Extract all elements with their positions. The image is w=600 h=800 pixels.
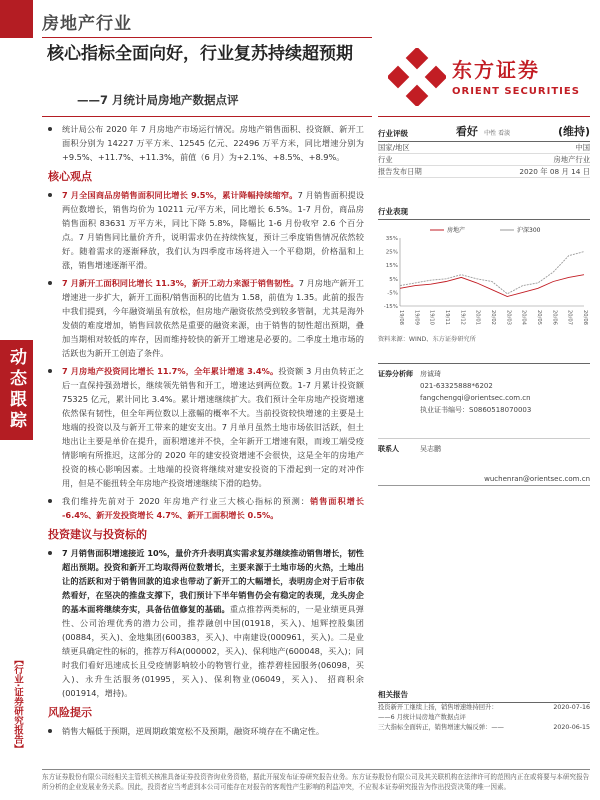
y-tick-label: -5%: [387, 290, 398, 297]
info-row: 行业 房地产行业: [378, 155, 590, 164]
x-tick-label: 20/08: [582, 310, 588, 325]
orient-logo-icon: [388, 48, 446, 106]
related-reports: [378, 689, 590, 733]
report-category-label: 【行业·证券研究报告】: [12, 655, 23, 754]
risk-point: 销售大幅低于预期，逆周期政策宽松不及预期，融资环境存在不确定性。: [42, 724, 364, 738]
bullet-icon: [48, 193, 52, 197]
related-report-item[interactable]: 三大指标全面转正，销售增速大幅反弹：—— 2020-06-15: [378, 724, 590, 731]
related-title: 相关报告: [378, 689, 590, 703]
info-row: 报告发布日期 2020 年 08 月 14 日: [378, 167, 590, 176]
bullet-icon: [48, 281, 52, 285]
rating-label: 行业评级: [378, 129, 408, 138]
y-tick-label: -15%: [383, 304, 398, 310]
sidebar-top-accent: [0, 0, 33, 38]
bullet-icon: [48, 729, 52, 733]
info-row: 国家/地区 中国: [378, 143, 590, 152]
rating-value: 看好: [455, 125, 478, 138]
invest-point: 7 月销售面积增速接近 10%，量价齐升表明真实需求复苏继续推动销售增长，韧性超出预期。投资和新开工均取得两位数增长，主要来源于土地市场的火热，土地出让的活跃和对于销售回款的追求也带动了新开工的大幅增长，表明房企对于后市依然看好，在坚决的推盘支撑下，我们预计下半年销售仍会有稳定的表现，龙头房企的基本面将继续夯实，具备估值修复的基础。重点推荐两类标的，一是业绩更具弹性、公司治理优秀的潜力公司，推荐融创中国(01918，买入)、旭辉控股集团(00884，买入)、金地集团(600383，买入)、中南建设(000961，买入)。二是业绩更具确定性的标的，推荐万科A(000002，买入)、保利地产(600048，买入)；同时我们看好迅速成长且受疫情影响较小的物管行业，推荐碧桂园服务(06098，买入)、永升生活服务(01995，买入)、保利物业(06049，买入)、 招商积余(001914，增持)。: [42, 546, 364, 700]
x-tick-label: 20/05: [536, 310, 542, 325]
section-title-invest: 投资建议与投资标的: [48, 528, 147, 541]
legend-label: 沪深300: [517, 227, 541, 234]
analyst-label: 证券分析师: [378, 370, 413, 378]
y-tick-label: 25%: [385, 249, 398, 256]
section-title-risk: 风险提示: [48, 706, 92, 719]
bullet-icon: [48, 499, 52, 503]
performance-title: 行业表现: [378, 206, 590, 220]
divider: [378, 116, 590, 117]
x-tick-label: 20/01: [474, 310, 481, 325]
core-point: 7 月新开工面积同比增长 11.3%，新开工动力来源于销售韧性。7 月房地产新开工增速进一步扩大，新开工面积/销售面积的比值为 1.58，前值为 1.35。此前的报告中我们提到，今年融资端虽有放松，但房地产融资依然受到较多管制，尤其是海外发债的难度增加，销售回款依然是重要的融资来源，由于销售的韧性超出预期，叠加当期相对较低的库存，因而维持较快的新开工增速是必要的。二季度土地市场的活跃也为新开工创造了条件。: [42, 276, 364, 360]
analyst-block: [378, 363, 590, 486]
page-title: 核心指标全面向好，行业复苏持续超预期: [47, 44, 353, 64]
analyst-cert: 执业证书编号：S0860518070003: [420, 406, 532, 414]
x-tick-label: 20/04: [520, 310, 527, 325]
y-tick-label: 15%: [385, 263, 398, 270]
performance-chart-svg: [378, 222, 590, 332]
rating-options: 中性 看淡: [484, 130, 511, 137]
divider: [42, 37, 372, 38]
contact-email[interactable]: wuchenran@orientsec.com.cn: [378, 475, 590, 486]
x-tick-label: 20/03: [505, 310, 512, 325]
divider: [42, 116, 372, 117]
related-report-item[interactable]: ——6 月统计局房地产数据点评: [378, 714, 466, 721]
x-tick-label: 20/02: [490, 310, 496, 325]
x-tick-label: 20/07: [566, 310, 573, 325]
contact-label: 联系人: [378, 445, 399, 453]
analyst-phone: 021-63325888*6202: [420, 382, 493, 390]
section-title-core: 核心观点: [48, 170, 92, 183]
sector-label: 房地产行业: [42, 14, 132, 34]
performance-chart: [378, 222, 590, 332]
intro-paragraph: 统计局公布 2020 年 7 月房地产市场运行情况。房地产销售面积、投资额、新开工面积分别为 14227 万平方米、12545 亿元、22496 万平方米，同比增速分别为+9.5%、+11.7%、+11.3%，前值（6 月）为+2.1%、+8.5%、+8.9%。: [42, 122, 364, 164]
core-point: 7 月房地产投资同比增长 11.7%，全年累计增速 3.4%。投资额 3 月由负转正之后一直保持强劲增长，继续领先销售和开工，增速达到两位数。1-7 月累计投资额 75325 亿元，累计同比 3.4%。累计增速继续扩大。我们预计全年房地产投资增速依然保有韧性，但全年两位数以上涨幅的概率不大。当前投资较快增速的主要是土地端的投资以及与新开工带来的建安支出。7 月单月虽然土地市场依旧活跃，但土地出让主要是单价在提升，面积增速并不快，全年新开工增速有限，而竣工端受疫情影响有所推迟，这部分的 2020 年的建安投资增速不会很快，这是全年的房地产投资的核心影响因素。土地端的投资将继续对建安投资的下滑起到一定的对冲作用，但是不能扭转全年房地产投资增速继续下滑的趋势。: [42, 364, 364, 490]
company-name-cn: 东方证券: [452, 58, 540, 82]
page-subtitle: ——7 月统计局房地产数据点评: [77, 93, 239, 107]
analyst-email[interactable]: fangchengqi@orientsec.com.cn: [420, 394, 531, 402]
y-tick-label: 5%: [389, 276, 398, 283]
bullet-icon: [48, 551, 52, 555]
x-tick-label: 19/10: [428, 310, 435, 325]
side-panel: [378, 122, 590, 486]
series-line-沪深300: [400, 252, 584, 294]
y-tick-label: 35%: [385, 236, 398, 242]
divider: [42, 769, 590, 770]
series-line-房地产: [400, 275, 584, 297]
x-tick-label: 20/06: [551, 310, 558, 325]
rating-maintain: (维持): [557, 125, 590, 138]
x-tick-label: 19/12: [459, 310, 466, 325]
legend-label: 房地产: [447, 227, 466, 234]
bullet-icon: [48, 127, 52, 131]
contact-name: 吴志鹏: [420, 445, 441, 453]
sidebar: [0, 0, 33, 800]
disclaimer: 东方证券股份有限公司经相关主管机关核准具备证券投资咨询业务资格，据此开展发布证券研究报告业务。东方证券股份有限公司及其关联机构在法律许可的范围内正在或将要与本研究报告所分析的企业发展业务关系。因此，投资者应当考虑到本公司可能存在对报告的客观性产生影响的利益冲突，不应视本证券研究报告为作出投资决策的唯一因素。: [42, 773, 590, 791]
analyst-name: 房诚琦: [420, 370, 441, 378]
bullet-icon: [48, 369, 52, 373]
forecast-point: 我们维持先前对于 2020 年房地产行业三大核心指标的预测：销售面积增长 -6.4%、新开发投资增长 4.7%、新开工面积增长 0.5%。: [42, 494, 364, 522]
chart-source: 资料来源：WIND、东方证券研究所: [378, 336, 476, 343]
core-point: 7 月全国商品房销售面积同比增长 9.5%，累计降幅持续缩窄。7 月销售面积提设两位数增长，销售均价为 10211 元/平方米，同比增长 6.5%。1-7 月份，商品房销售面积 83631 万平方米，同比下降 5.8%，降幅比 1-6 月份收窄 2.6 个百分点。7 月销售同比量价齐升，说明需求仍在持续恢复，预计三季度销售情况依然较好。随着需求的逐渐释放，我们认为四季度市场将进入一个平稳期，价格温和上涨，销售增速逐渐平滑。: [42, 188, 364, 272]
industry-rating: [378, 122, 590, 142]
company-name-en: ORIENT SECURITIES: [452, 86, 580, 97]
x-tick-label: 19/08: [398, 310, 404, 325]
company-logo: [380, 40, 590, 116]
x-tick-label: 19/11: [444, 310, 450, 325]
report-type-band: 动态跟踪: [0, 340, 33, 440]
x-tick-label: 19/09: [413, 310, 420, 325]
related-report-item[interactable]: 投资新开工继续上扬，销售增速维持回升： 2020-07-16: [378, 704, 590, 711]
main-content: [42, 122, 364, 742]
